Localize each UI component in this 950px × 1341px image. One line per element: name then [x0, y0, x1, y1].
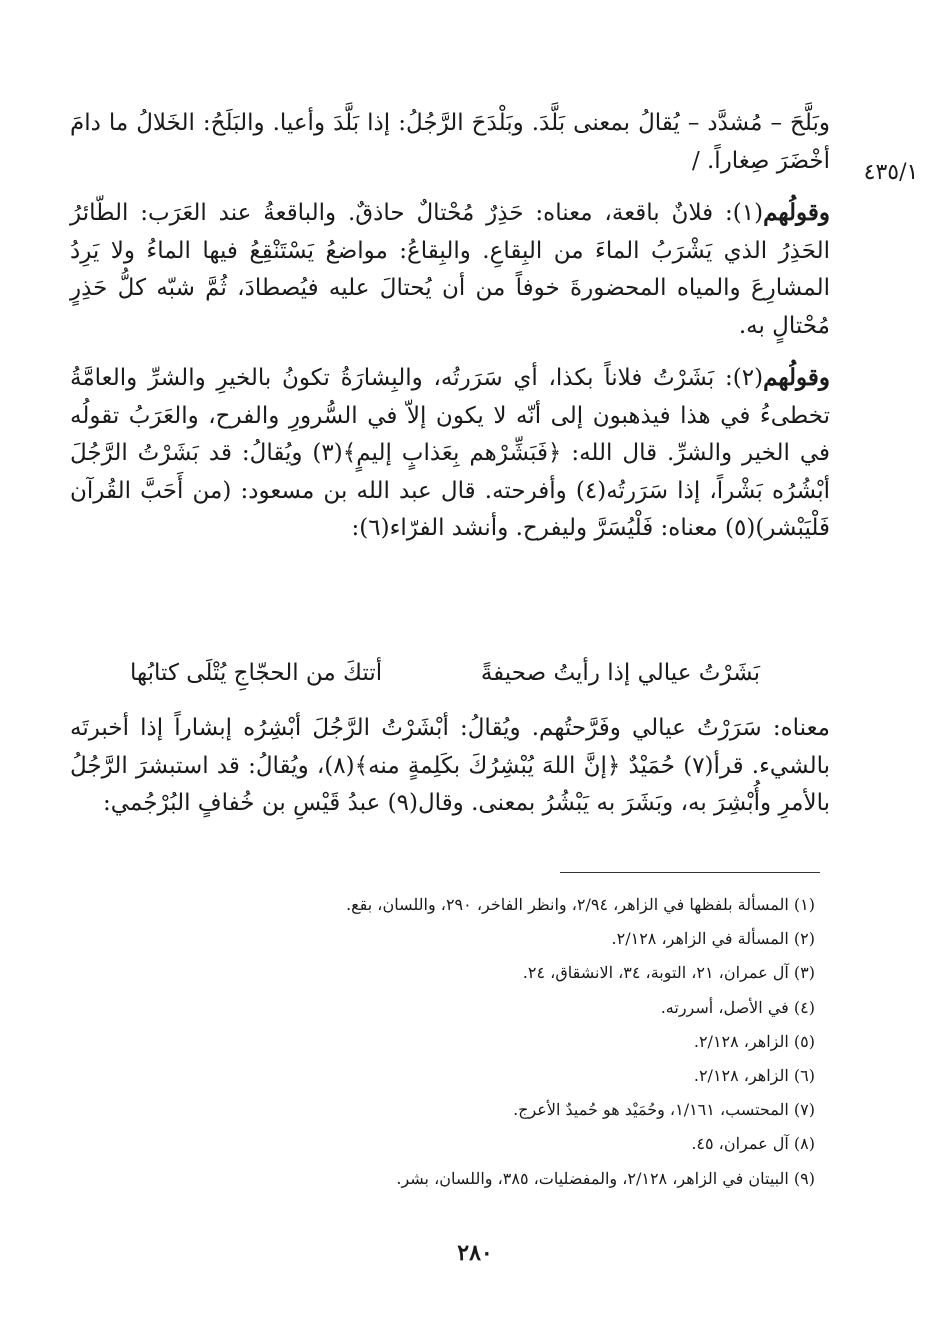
- poetry-verse: [130, 655, 760, 692]
- paragraph-2: [70, 194, 830, 345]
- footnote-6: (٦) الزاهر، ٢/١٢٨.: [693, 1066, 815, 1086]
- paragraph-4-text: معناه: سَرَرْتُ عيالي وفَرَّحتُهم. ويُقالُ: أبْشَرْتُ الرَّجُلَ أبْشِرُه إبشاراً إذا أخبرتَه بالشيء. قرأ(٧) حُمَيْدٌ ﴿إنَّ اللهَ يُبْشِرُكَ بكَلِمةٍ منه﴾(٨)، ويُقالُ: قد استبشرَ الرَّجُلُ بالأمرِ وأُبْشِرَ به، وبَشَرَ به يَبْشُرُ بمعنى. وقال(٩) عبدُ قَيْسِ بن خُفافٍ البُرْجُمي:: [70, 715, 831, 816]
- footnote-7: (٧) المحتسب، ١/١٦١، وحُمَيْد هو حُميدٌ الأعرج.: [513, 1100, 815, 1120]
- footnote-3: (٣) آل عمران، ٢١، التوبة، ٣٤، الانشقاق، ٢٤.: [522, 963, 815, 983]
- main-text-continued: [70, 710, 830, 823]
- footnote-8: (٨) آل عمران، ٤٥.: [691, 1134, 815, 1154]
- paragraph-3-text: (٢): بَشَرْتُ فلاناً بكذا، أي سَرَرتُه، والبِشارَةُ تكونُ بالخيرِ والشرِّ والعامَّةُ تخطىءُ في هذا فيذهبون إلى أنّه لا يكون إلاّ في السُّرورِ والفرح، والعَرَبُ تقولُه في الخير والشرِّ. قال الله: ﴿فَبَشِّرْهم بِعَذابٍ إليمٍ﴾(٣) ويُقالُ: قد بَشَرْتُ الرَّجُلَ أبْشُرُه بَشْراً، إذا سَرَرتُه(٤) وأفرحته. قال عبد الله بن مسعود: (من أَحَبَّ القُرآن فَلْيَبْشر)(٥) معناه: فَلْيُسَرَّ وليفرح. وأنشد الفرّاء(٦):: [70, 365, 830, 541]
- footnote-4: (٤) في الأصل، أسررته.: [660, 997, 815, 1017]
- verse-first-hemistich: بَشَرْتُ عيالي إذا رأيتُ صحيفةً: [480, 660, 760, 686]
- footnote-2: (٢) المسألة في الزاهر، ٢/١٢٨.: [611, 929, 815, 949]
- paragraph-1-text: وبَلَّحَ – مُشدَّد – يُقالُ بمعنى بَلَّدَ. وبَلْدَحَ الرَّجُلُ: إذا بَلَّدَ وأعيا. والبَلَحُ: الخَلالُ ما دامَ أخْضَرَ صِغاراً. /: [70, 110, 830, 174]
- footnote-1: (١) المسألة بلفظها في الزاهر، ٢/٩٤، وانظر الفاخر، ٢٩٠، واللسان، بقع.: [346, 895, 815, 914]
- verse-second-hemistich: أتتكَ من الحجّاجِ يُتْلَى كتابُها: [130, 660, 383, 686]
- footnote-separator: [560, 872, 820, 873]
- paragraph-3: [70, 359, 830, 548]
- footnote-9: (٩) البيتان في الزاهر، ٢/١٢٨، والمفضليات، ٣٨٥، واللسان، بشر.: [396, 1168, 815, 1188]
- page-number: ٢٨٠: [457, 1240, 493, 1266]
- paragraph-1: [70, 105, 830, 180]
- footnote-5: (٥) الزاهر، ٢/١٢٨.: [693, 1031, 815, 1051]
- margin-reference: ٤٣٥/١: [863, 160, 919, 185]
- paragraph-2-text: (١): فلانٌ باقعة، معناه: حَذِرٌ مُحْتالٌ حاذقٌ. والباقعةُ عند العَرَب: الطّائرُ الحَذِرُ الذي يَشْرَبُ الماءَ من البِقاعِ. والبِقاعُ: مواضعُ يَسْتَنْقِعُ فيها الماءُ ولا يَرِدُ المشارِعَ والمياه المحضورةَ خوفاً من أن يُحتالَ عليه فيُصطادَ، ثُمَّ شبّه كلُّ حَذِرٍ مُحْتالٍ به.: [70, 200, 830, 339]
- paragraph-3-lead: وقولُهم: [763, 364, 830, 391]
- paragraph-2-lead: وقولُهم: [763, 199, 830, 226]
- paragraph-4: [70, 710, 830, 823]
- main-text: [70, 105, 830, 548]
- footnotes: [250, 888, 815, 1196]
